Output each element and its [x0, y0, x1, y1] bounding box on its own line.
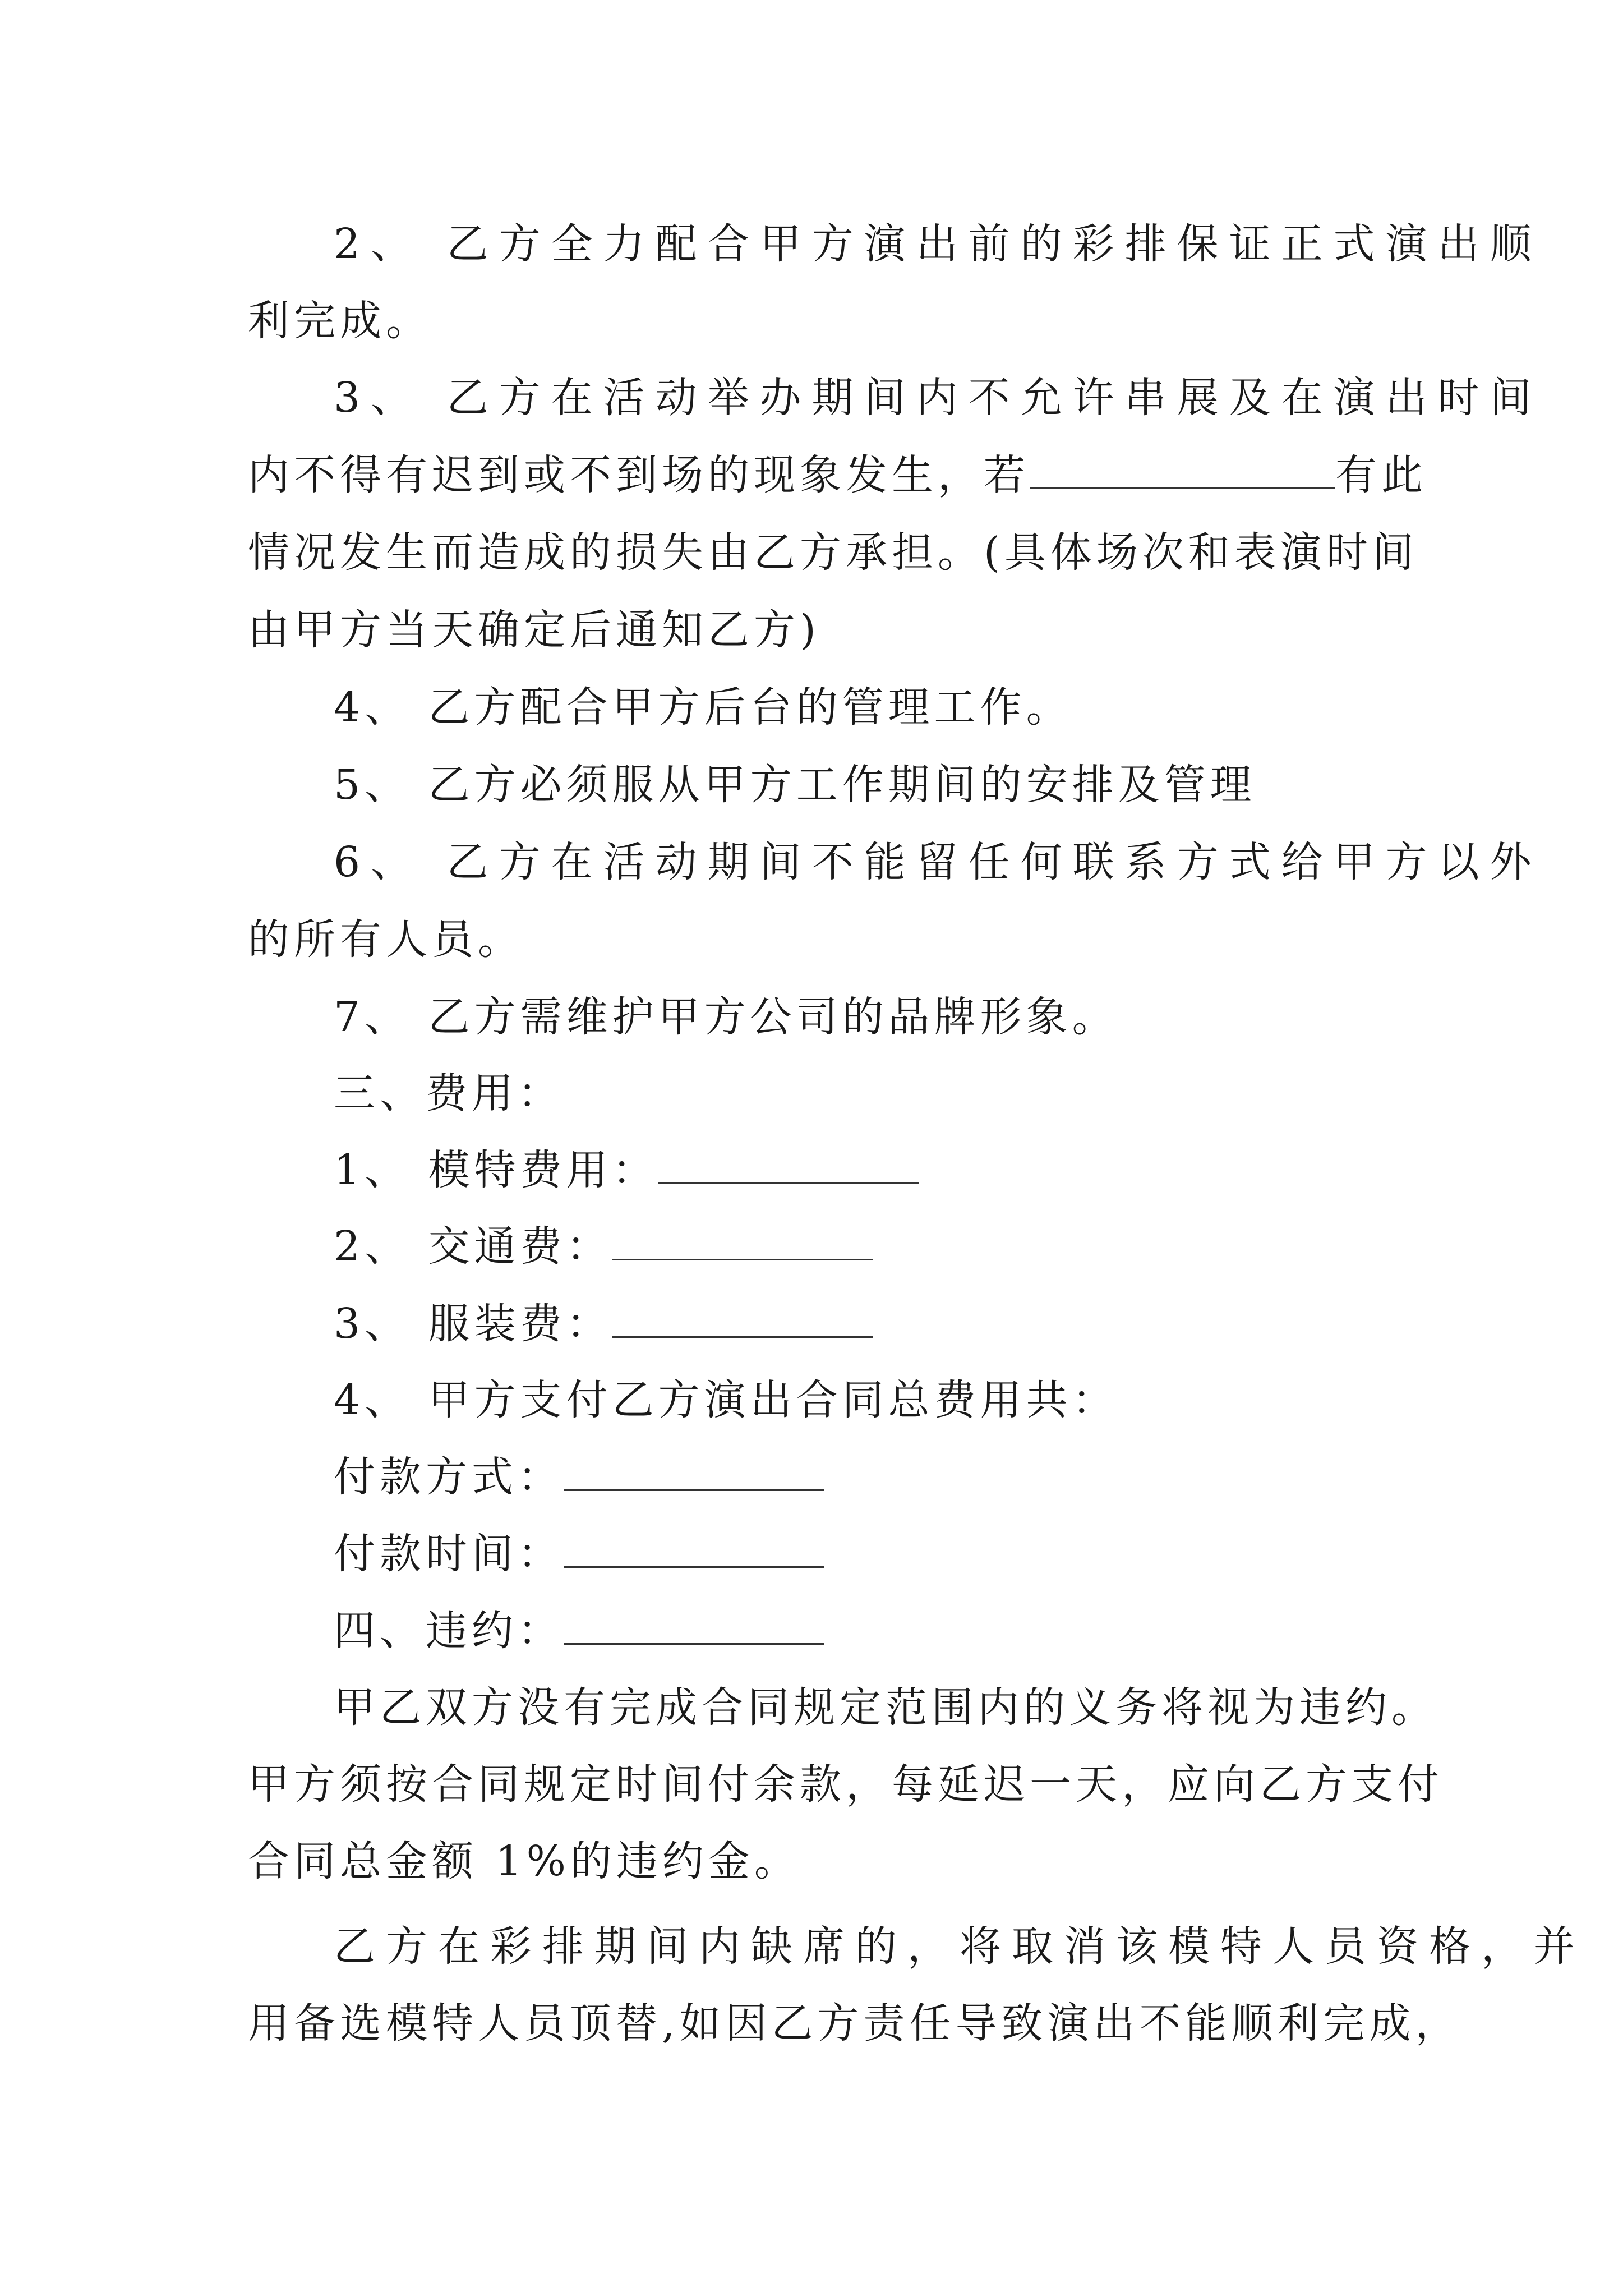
- fee-transport: [334, 1218, 873, 1274]
- clause-3-line-1: 3、 乙方在活动举办期间内不允许串展及在演出时间: [334, 374, 1542, 422]
- clause-3-line-2-text: 内不得有迟到或不到场的现象发生，若: [248, 451, 1030, 499]
- payment-method-blank: [564, 1455, 824, 1491]
- clause-6-line-2: 的所有人员。: [248, 915, 524, 964]
- section-4-label: 四、违约：: [334, 1607, 564, 1655]
- fee-transport-label: 2、 交通费：: [334, 1222, 612, 1271]
- clause-4: 4、 乙方配合甲方后台的管理工作。: [334, 683, 1072, 731]
- clause-5: 5、 乙方必须服从甲方工作期间的安排及管理: [334, 761, 1256, 809]
- section-3-heading: 三、费用：: [334, 1069, 564, 1117]
- clause-3-line-3: 情况发生而造成的损失由乙方承担。(具体场次和表演时间: [248, 528, 1418, 577]
- section-4-blank: [564, 1608, 824, 1645]
- breach-para-1-line-2: 甲方须按合同规定时间付余款，每延迟一天，应向乙方支付: [248, 1760, 1444, 1809]
- section-4-heading: [334, 1603, 824, 1659]
- clause-2-line-2: 利完成。: [248, 297, 432, 345]
- fee-costume-blank: [612, 1301, 873, 1338]
- breach-para-2-line-2: 用备选模特人员顶替,如因乙方责任导致演出不能顺利完成，: [248, 1999, 1461, 2047]
- fee-costume: [334, 1296, 873, 1352]
- fee-model: [334, 1142, 919, 1198]
- clause-7: 7、 乙方需维护甲方公司的品牌形象。: [334, 993, 1118, 1041]
- breach-para-1-line-1: 甲乙双方没有完成合同规定范围内的义务将视为违约。: [334, 1683, 1437, 1732]
- breach-para-1-line-3: 合同总金额 1%的违约金。: [248, 1837, 800, 1885]
- payment-time-blank: [564, 1531, 824, 1568]
- fee-costume-label: 3、 服装费：: [334, 1300, 612, 1348]
- payment-time: [334, 1526, 824, 1582]
- fee-model-blank: [658, 1148, 919, 1184]
- fee-transport-blank: [612, 1224, 873, 1260]
- fee-model-label: 1、 模特费用：: [334, 1146, 658, 1194]
- clause-3-line-4: 由甲方当天确定后通知乙方): [248, 606, 820, 654]
- payment-method: [334, 1449, 824, 1505]
- fee-total: 4、 甲方支付乙方演出合同总费用共：: [334, 1376, 1118, 1424]
- clause-3-line-2: [248, 447, 1427, 503]
- payment-method-label: 付款方式：: [334, 1453, 564, 1501]
- payment-time-label: 付款时间：: [334, 1530, 564, 1578]
- clause-2-line-1: 2、 乙方全力配合甲方演出前的彩排保证正式演出顺: [334, 220, 1542, 268]
- clause-6-line-1: 6、 乙方在活动期间不能留任何联系方式给甲方以外: [334, 838, 1542, 886]
- breach-para-2-line-1: 乙方在彩排期间内缺席的，将取消该模特人员资格，并: [334, 1922, 1585, 1971]
- fill-in-blank: [1030, 453, 1335, 489]
- clause-3-line-2-tail: 有此: [1335, 451, 1427, 499]
